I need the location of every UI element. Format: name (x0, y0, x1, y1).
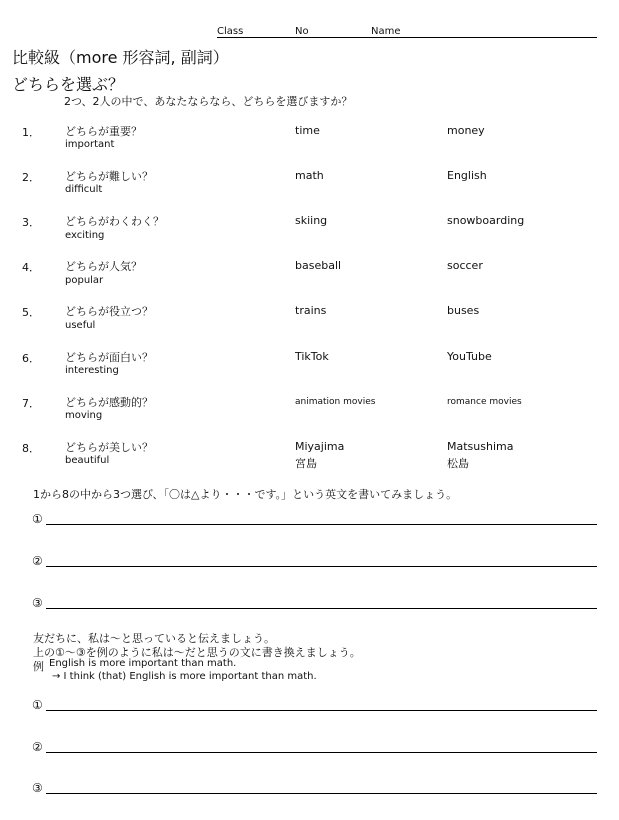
option-a: skiing (295, 214, 328, 227)
option-b: Matsushima (447, 440, 514, 453)
number-label: No (295, 26, 309, 37)
option-b: soccer (447, 259, 483, 272)
option-b: romance movies (447, 397, 522, 407)
worksheet-subtitle: 2つ、2人の中で、あなたならなら、どちらを選びますか？ (64, 95, 353, 108)
blank-marker: ① (32, 512, 43, 526)
option-a-japanese: 宮島 (295, 457, 317, 470)
question-english: useful (65, 320, 96, 331)
blank-marker: ③ (32, 781, 43, 795)
question-number: 4． (22, 261, 40, 274)
class-label: Class (217, 26, 244, 37)
blank-marker: ① (32, 698, 43, 712)
name-label: Name (371, 26, 401, 37)
example-label: 例 (33, 660, 44, 673)
question-number: 5． (22, 306, 40, 319)
answer-line[interactable] (46, 524, 597, 525)
question-english: important (65, 139, 115, 150)
question-english: difficult (65, 184, 103, 195)
question-japanese: どちらがわくわく？ (65, 215, 164, 228)
question-english: moving (65, 410, 103, 421)
question-japanese: どちらが感動的？ (65, 396, 153, 409)
answer-line[interactable] (46, 793, 597, 794)
answer-line[interactable] (46, 608, 597, 609)
option-a: animation movies (295, 397, 376, 407)
example-rewritten: → I think (that) English is more important than math. (52, 671, 317, 682)
header-underline (217, 37, 597, 38)
instruction-tell-friends: 友だちに、私は～と思っていると伝えましょう。 (33, 632, 275, 645)
blank-marker: ② (32, 554, 43, 568)
question-japanese: どちらが面白い？ (65, 351, 153, 364)
example-sentence: English is more important than math. (49, 658, 237, 669)
option-a: trains (295, 304, 327, 317)
instruction-rewrite: 上の①～③を例のように私は～だと思うの文に書き換えましょう。 (33, 646, 361, 659)
question-japanese: どちらが人気？ (65, 260, 142, 273)
option-a: baseball (295, 259, 342, 272)
question-english: beautiful (65, 455, 110, 466)
option-b: YouTube (447, 350, 492, 363)
blank-marker: ② (32, 740, 43, 754)
option-a: Miyajima (295, 440, 345, 453)
option-a: time (295, 124, 320, 137)
question-japanese: どちらが重要？ (65, 125, 142, 138)
question-english: exciting (65, 230, 105, 241)
question-number: 7． (22, 397, 40, 410)
question-number: 1． (22, 126, 40, 139)
instruction-write-sentences: 1から8の中から3つ選び、「〇は△より・・・です。」という英文を書いてみましょう。 (33, 488, 458, 501)
question-number: 2． (22, 171, 40, 184)
option-b: snowboarding (447, 214, 525, 227)
blank-marker: ③ (32, 596, 43, 610)
question-english: interesting (65, 365, 119, 376)
option-b: money (447, 124, 485, 137)
option-b-japanese: 松島 (447, 457, 469, 470)
question-japanese: どちらが役立つ？ (65, 305, 153, 318)
question-number: 3． (22, 216, 40, 229)
option-b: buses (447, 304, 480, 317)
answer-line[interactable] (46, 566, 597, 567)
option-b: English (447, 169, 487, 182)
answer-line[interactable] (46, 752, 597, 753)
question-english: popular (65, 275, 104, 286)
option-a: TikTok (295, 350, 329, 363)
answer-line[interactable] (46, 710, 597, 711)
option-a: math (295, 169, 324, 182)
worksheet-title: 比較級（more 形容詞, 副詞） (12, 48, 229, 67)
worksheet-question-title: どちらを選ぶ？ (12, 75, 125, 94)
question-japanese: どちらが美しい？ (65, 441, 153, 454)
question-number: 8． (22, 442, 40, 455)
question-number: 6． (22, 352, 40, 365)
question-japanese: どちらが難しい？ (65, 170, 153, 183)
